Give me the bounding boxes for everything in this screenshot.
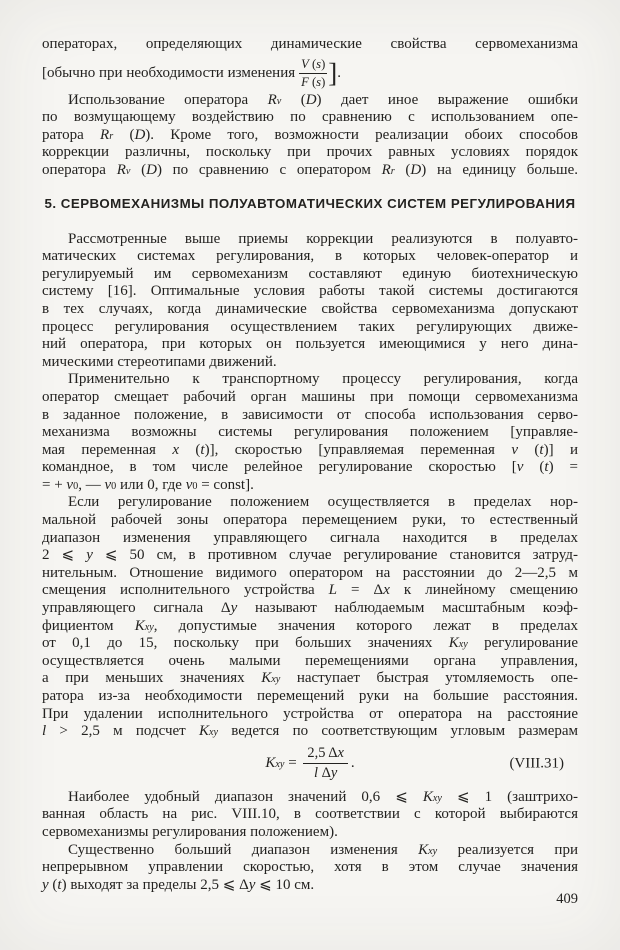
text-line: мическими стереотипами движений.: [42, 353, 277, 370]
text-line: мая переменная x (t)], скоростью [управляемая переменная v (t)] и: [42, 441, 579, 458]
text-line: в заданное положение, в зависимости от способа использования серво-: [42, 406, 578, 423]
text-line: Наиболее удобный диапазон значений 0,6 ⩽ $K_{xy}$ ⩽ 1 (заштрихо-: [68, 788, 578, 805]
text-line: = + $v_0$, — $v_0$ или 0, где $v_0$ = const].: [42, 476, 254, 493]
text-line: коррекции различны, поскольку при прочих равных условиях порядок: [42, 144, 578, 161]
section-heading: 5. СЕРВОМЕХАНИЗМЫ ПОЛУАВТОМАТИЧЕСКИХ СИСТЕМ РЕГУЛИРОВАНИЯ: [44, 195, 576, 211]
page-number: 409: [556, 891, 578, 907]
page-body: [42, 36, 578, 894]
text-line: Если регулирование положением осуществляется в пределах нор-: [68, 494, 578, 511]
text-line: l > 2,5 м подсчет $K_{xy}$ ведется по соответствующим угловым размерам: [42, 723, 579, 740]
text-line: 2 ⩽ y ⩽ 50 см, в противном случае регулирование становится затруд-: [42, 547, 578, 564]
text-line: сервомеханизмы регулирования положением).: [42, 823, 338, 840]
text-line: фициентом $K_{xy}$, допустимые значения которого лежат в пределах: [42, 617, 578, 634]
text-line: регулируемый им сервомеханизм составляют единую биотехническую: [42, 265, 578, 282]
text-line: матических системах регулирования, в которых человек-оператор и: [42, 248, 578, 265]
paragraph: [42, 231, 578, 372]
text-line: Существенно больший диапазон изменения $K_{xy}$ реализуется при: [68, 841, 578, 858]
text-line: механизма возможны системы регулирования положением [управляе-: [42, 424, 578, 441]
text-line: мальной рабочей зоны оператора перемещением руки, то естественный: [42, 512, 578, 529]
text-line: смещения исполнительного устройства L = Δx к линейному смещению: [42, 582, 578, 599]
paragraph: [42, 371, 578, 494]
paragraph: [42, 842, 578, 895]
text-line: y (t) выходят за пределы 2,5 ⩽ Δy ⩽ 10 см.: [42, 876, 315, 893]
text-line: оператора $R_v$ (D) по сравнению с оператором $R_r$ (D) на единицу больше.: [42, 161, 579, 178]
text-line: операторах, определяющих динамические свойства сервомеханизма: [42, 36, 578, 52]
text-line: При удалении исполнительного устройства от оператора на расстояние: [42, 705, 578, 722]
text-line: от 0,1 до 15, поскольку при больших значениях $K_{xy}$ регулирование: [42, 635, 578, 652]
paragraph: [42, 494, 578, 740]
text-line: процесс регулирования осуществлением таких регулирующих движе-: [42, 318, 578, 335]
text-line: Рассмотренные выше приемы коррекции реализуются в полуавто-: [68, 230, 578, 247]
paragraph: [42, 36, 578, 92]
equation-number: (VIII.31): [509, 755, 564, 772]
text-line: диапазон изменения управляющего сигнала находится в пределах: [42, 529, 578, 546]
text-line: командное, в том числе релейное регулирование скоростью [v (t) =: [42, 459, 578, 476]
text-line: Применительно к транспортному процессу регулирования, когда: [68, 371, 578, 388]
equation: [42, 743, 578, 785]
paragraph: [42, 92, 578, 180]
text-line: а при меньших значениях $K_{xy}$ наступает быстрая утомляемость опе-: [42, 670, 578, 687]
paragraph: [42, 789, 578, 842]
fraction: $\frac{2,5 \Delta x}{\text{l Δy}}$: [303, 745, 347, 783]
text-line: оператор смещает рабочий орган машины при помощи сервомеханизма: [42, 388, 578, 405]
text-line: Использование оператора $R_v$ (D) дает иное выражение ошибки: [68, 91, 578, 108]
text-line: нительным. Отношение видимого оператором на расстоянии до 2—2,5 м: [42, 564, 578, 581]
text-line: управляющего сигнала Δy называют наблюдаемым масштабным коэф-: [42, 600, 578, 617]
text-line: систему [16]. Оптимальные условия работы такой системы достигаются: [42, 283, 578, 300]
text-line: ванная область на рис. VIII.10, в соответствии с которой выбираются: [42, 806, 578, 823]
text-line: по возмущающему воздействию по сравнению с использованием опе-: [42, 109, 578, 126]
text-line: осуществляется очень малыми перемещениями органа управления,: [42, 652, 578, 669]
text-line: [обычно при необходимости изменения $\frac{V (s)}{F (s)}$ ].: [42, 56, 342, 89]
text-line: ний оператора, при которых он пользуется имеющимися у него дина-: [42, 336, 578, 353]
text-line: непрерывном управлении скоростью, хотя в этом случае значения: [42, 859, 578, 876]
equation-expression: $K_{xy}$ = $\frac{2,5 \Delta x}{\text{l Δy}}$ .: [265, 745, 355, 782]
text-line: в тех случаях, когда динамические свойства сервомеханизма допускают: [42, 300, 578, 317]
text-line: ратора из-за необходимости перемещений руки на большие расстояния.: [42, 688, 578, 704]
text-line: ратора $R_r$ (D). Кроме того, возможности реализации обоих способов: [42, 126, 578, 143]
